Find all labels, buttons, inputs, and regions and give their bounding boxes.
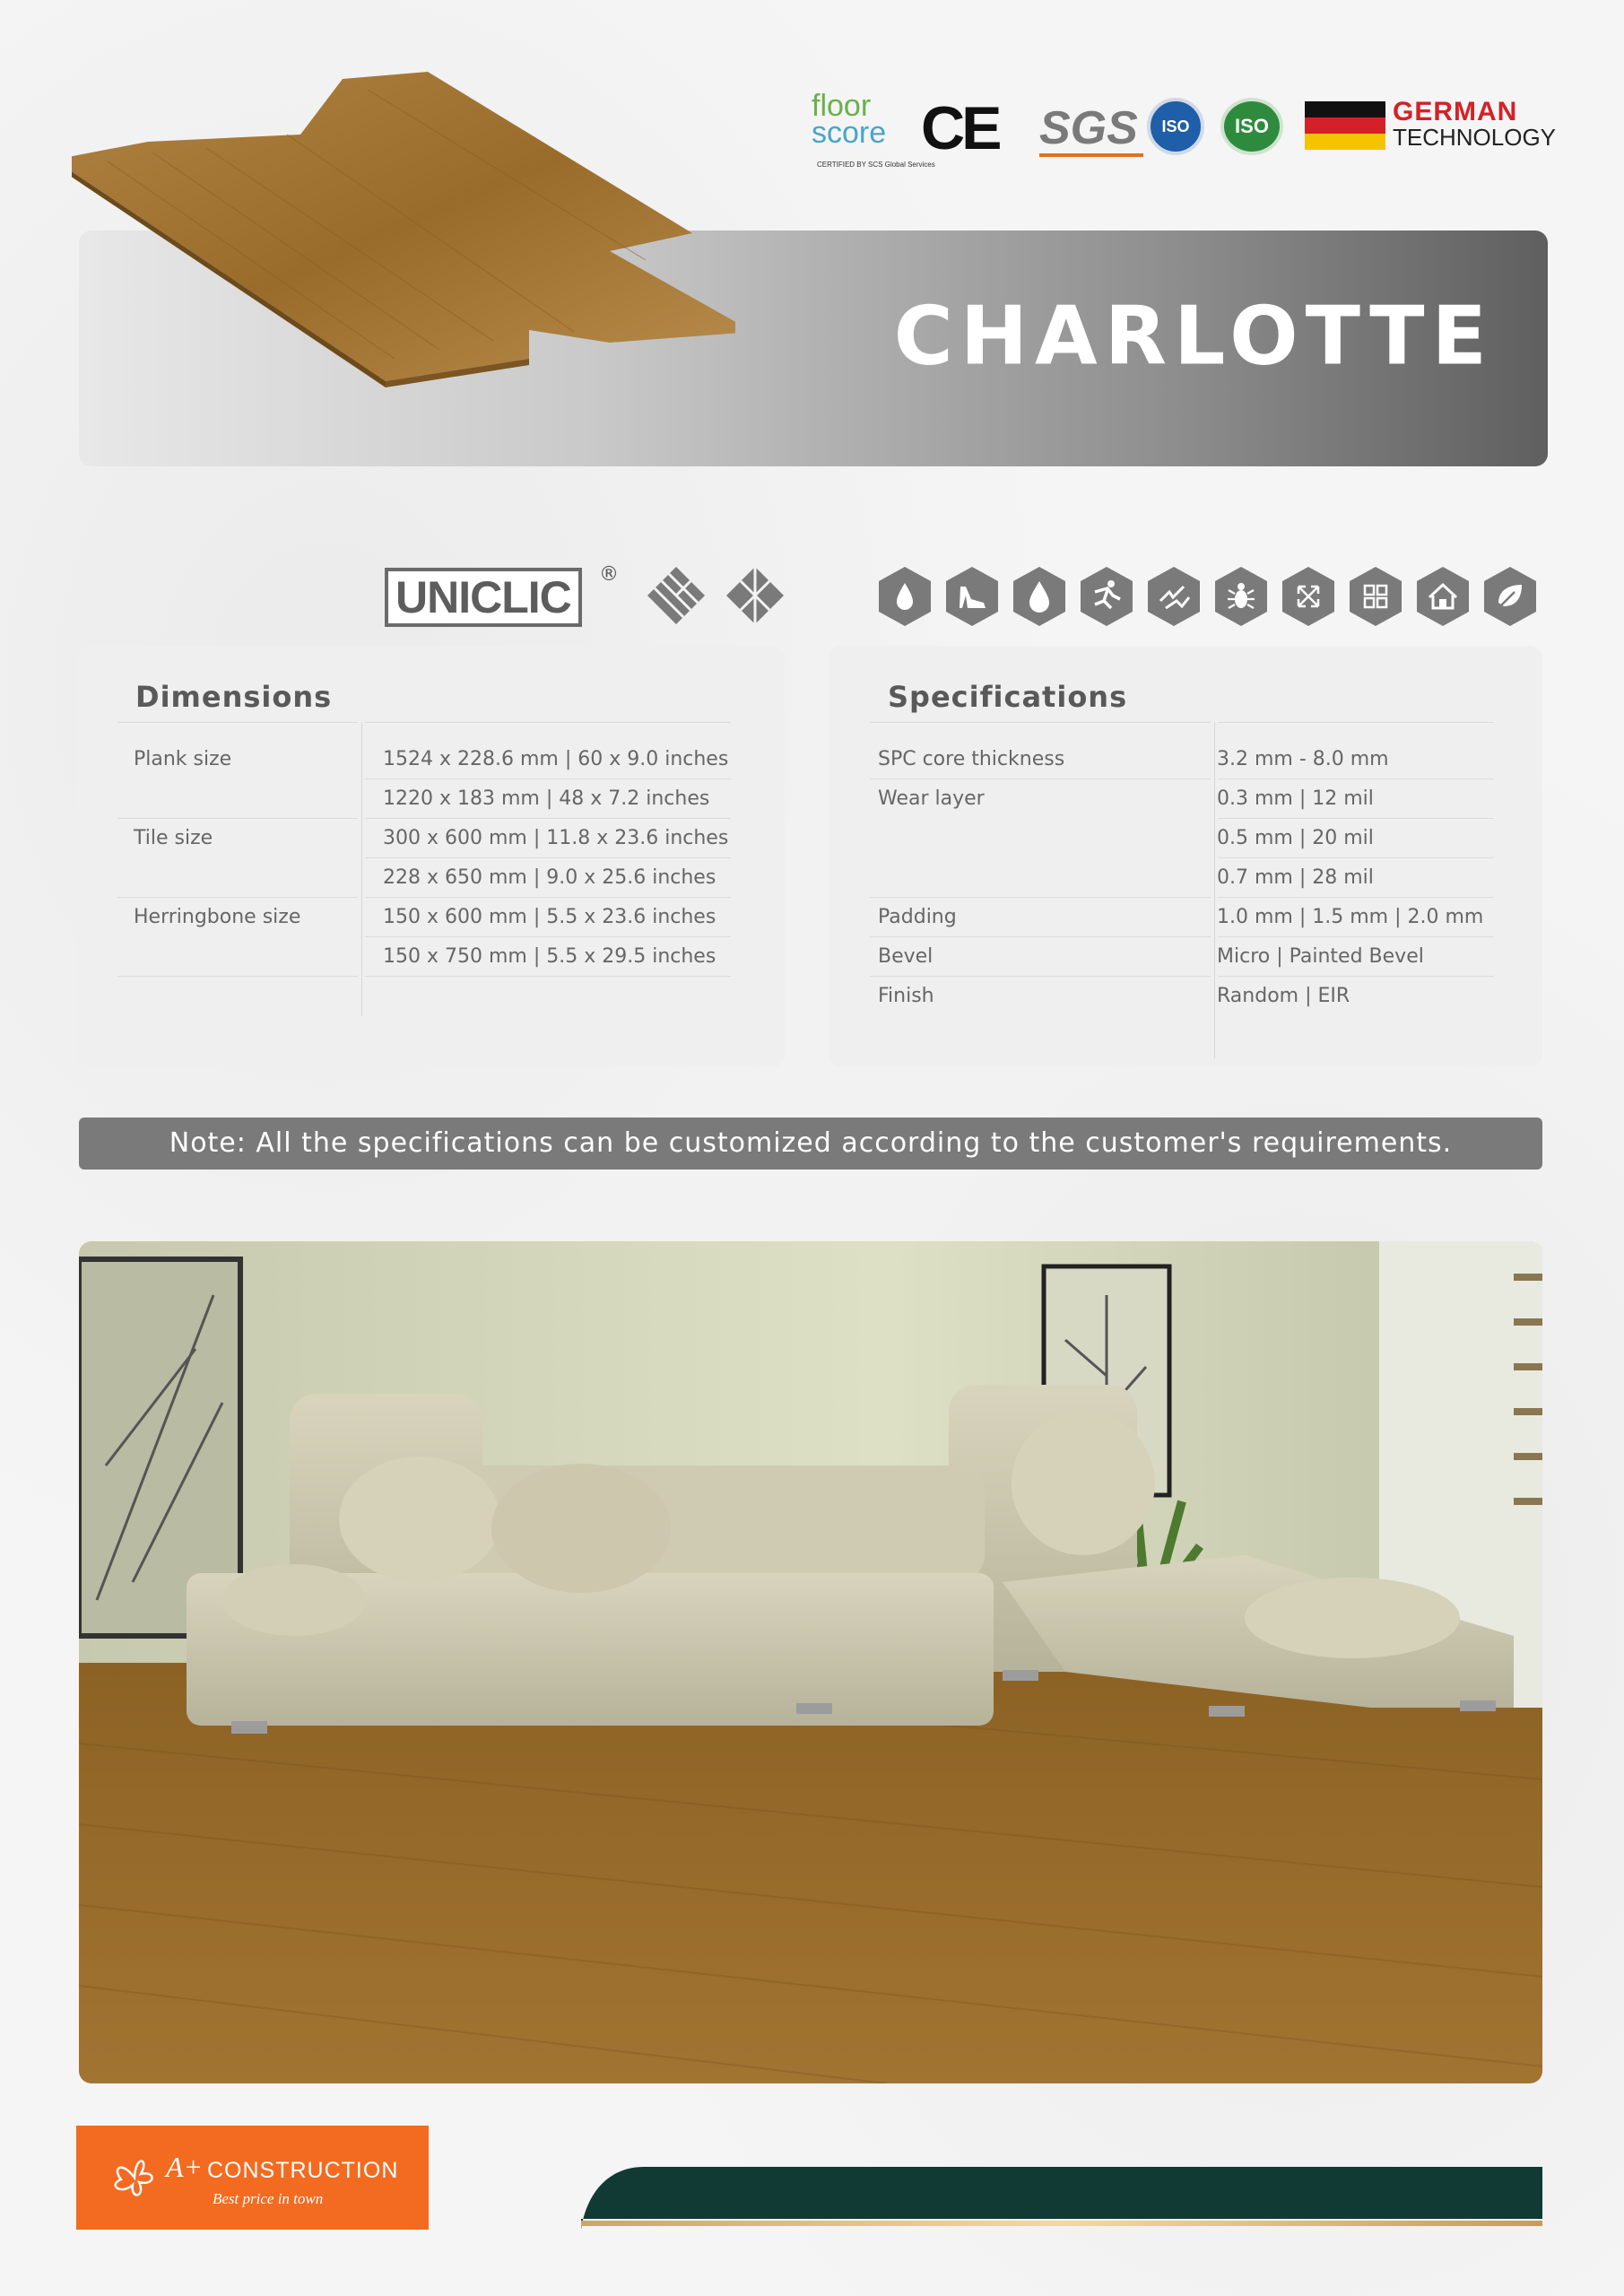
table-row: Herringbone size 150 x 600 mm | 5.5 x 23.6 inches bbox=[134, 906, 716, 928]
table-row: 0.7 mm | 28 mil bbox=[1217, 866, 1374, 889]
brand-name: CONSTRUCTION bbox=[207, 2158, 399, 2183]
divider bbox=[365, 722, 731, 723]
iso-green-logo: ISO bbox=[1220, 98, 1283, 155]
heel-icon bbox=[944, 565, 1000, 628]
footer-decoration-bar bbox=[581, 2167, 1542, 2230]
insect-proof-icon bbox=[1213, 565, 1269, 628]
ce-mark-logo: CE bbox=[921, 94, 999, 162]
floorscore-logo: floor score CERTIFIED BY SCS Global Services bbox=[812, 89, 935, 169]
table-row: Tile size 300 x 600 mm | 11.8 x 23.6 inches bbox=[134, 827, 729, 849]
table-row: 0.5 mm | 20 mil bbox=[1217, 827, 1374, 849]
scratch-resistant-icon bbox=[1146, 565, 1202, 628]
registered-mark: ® bbox=[599, 563, 619, 586]
home-safe-icon bbox=[1415, 565, 1471, 628]
certification-logos: floor score CERTIFIED BY SCS Global Services CE SGS ISO ISO GERMAN TECHNOLOGY bbox=[803, 85, 1556, 184]
eco-friendly-icon bbox=[1482, 565, 1538, 628]
specifications-title: Specifications bbox=[888, 680, 1128, 714]
flower-icon bbox=[103, 2142, 166, 2213]
planks-image bbox=[72, 63, 735, 529]
brand-logo bbox=[76, 2126, 429, 2230]
iso-blue-logo: ISO bbox=[1147, 98, 1204, 155]
table-row: Padding 1.0 mm | 1.5 mm | 2.0 mm bbox=[878, 906, 1484, 928]
table-row: SPC core thickness 3.2 mm - 8.0 mm bbox=[878, 748, 1389, 770]
herringbone-pattern-icon bbox=[644, 563, 708, 628]
table-row: Wear layer 0.3 mm | 12 mil bbox=[878, 787, 1374, 810]
table-row: Plank size 1524 x 228.6 mm | 60 x 9.0 inches bbox=[134, 748, 729, 770]
dimensional-stability-icon bbox=[1281, 565, 1336, 628]
table-row: Bevel Micro | Painted Bevel bbox=[878, 945, 1424, 968]
water-drop-icon bbox=[877, 565, 933, 628]
room-scene-image bbox=[79, 1241, 1542, 2083]
easy-install-icon bbox=[1348, 565, 1403, 628]
table-row: 150 x 750 mm | 5.5 x 29.5 inches bbox=[383, 945, 716, 968]
table-row: 228 x 650 mm | 9.0 x 25.6 inches bbox=[383, 866, 716, 889]
chevron-pattern-icon bbox=[723, 563, 787, 628]
germany-flag-icon bbox=[1305, 101, 1385, 150]
customization-note: Note: All the specifications can be customized according to the customer's requirements. bbox=[79, 1118, 1542, 1170]
sgs-logo: SGS bbox=[1039, 103, 1143, 157]
divider bbox=[117, 722, 358, 723]
table-row: Finish Random | EIR bbox=[878, 985, 1350, 1007]
brand-tagline: Best price in town bbox=[213, 2190, 324, 2207]
dimensions-title: Dimensions bbox=[135, 680, 333, 714]
specifications-panel bbox=[829, 646, 1542, 1067]
product-title: CHARLOTTE bbox=[893, 289, 1494, 384]
moisture-drop-icon bbox=[1012, 565, 1067, 628]
dimensions-panel bbox=[76, 646, 785, 1067]
uniclic-logo: UNICLIC bbox=[385, 568, 582, 627]
brand-mark: A+ bbox=[166, 2151, 204, 2183]
anti-slip-icon bbox=[1079, 565, 1134, 628]
table-row: 1220 x 183 mm | 48 x 7.2 inches bbox=[383, 787, 710, 810]
